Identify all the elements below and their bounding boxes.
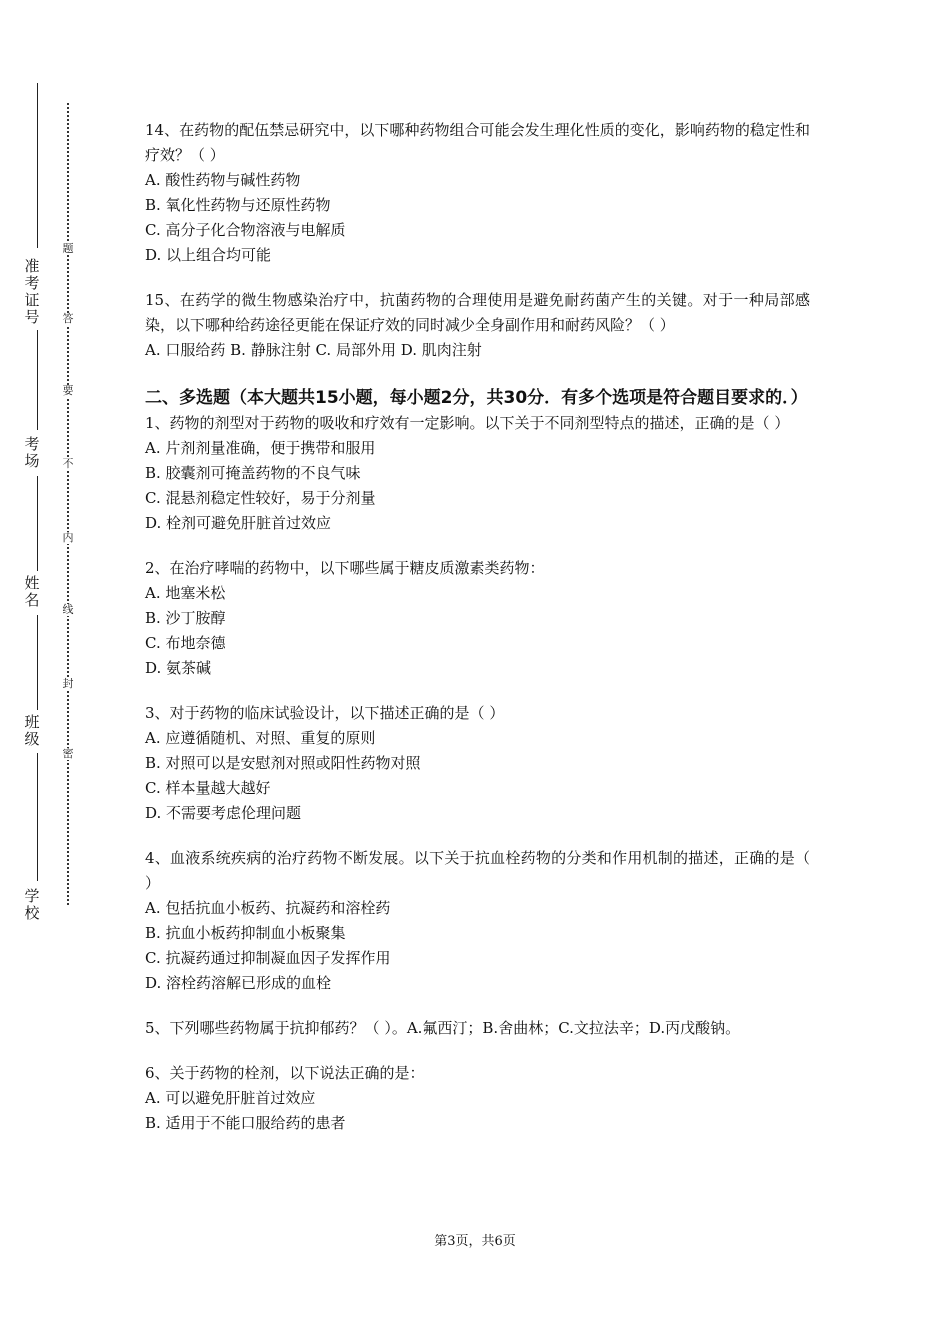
binding-margin [0, 0, 130, 1344]
option-c: C. 样本量越大越好 [145, 779, 271, 797]
field-line [37, 615, 38, 710]
option-a: A. 应遵循随机、对照、重复的原则 [145, 729, 376, 747]
option-b: B. 对照可以是安慰剂对照或阳性药物对照 [145, 754, 421, 772]
question-stem: 2、在治疗哮喘的药物中，以下哪些属于糖皮质激素类药物： [145, 559, 545, 577]
field-label-exam-number: 准考证号 [24, 257, 40, 326]
option-a: A. 片剂剂量准确，便于携带和服用 [145, 439, 376, 457]
option-d: D. 不需要考虑伦理问题 [145, 804, 302, 822]
mc-question-3 [145, 701, 810, 826]
field-line [37, 753, 38, 881]
seal-char: 答 [60, 313, 76, 325]
field-label-name: 姓名 [24, 574, 40, 609]
seal-dotted-line [67, 103, 69, 905]
question-stem: 3、对于药物的临床试验设计，以下描述正确的是（ ） [145, 704, 505, 722]
question-stem: 4、血液系统疾病的治疗药物不断发展。以下关于抗血栓药物的分类和作用机制的描述，正确的是（ ） [145, 849, 810, 892]
seal-char: 不 [60, 458, 76, 470]
option-b: B. 氧化性药物与还原性药物 [145, 196, 331, 214]
field-label-class: 班级 [24, 713, 40, 748]
seal-char: 线 [60, 604, 76, 616]
question-stem: 5、下列哪些药物属于抗抑郁药？（ ）。A.氟西汀；B.舍曲林；C.文拉法辛；D.丙戊酸钠。 [145, 1019, 741, 1037]
page-number: 第3页，共6页 [434, 1234, 516, 1249]
question-stem: 14、在药物的配伍禁忌研究中，以下哪种药物组合可能会发生理化性质的变化，影响药物的稳定性和疗效？（ ） [145, 121, 810, 164]
option-d: D. 溶栓药溶解已形成的血栓 [145, 974, 332, 992]
seal-char: 密 [60, 748, 76, 760]
option-b: B. 抗血小板药抑制血小板聚集 [145, 924, 346, 942]
mc-question-4 [145, 846, 810, 996]
question-14 [145, 118, 810, 268]
exam-content [145, 118, 810, 1156]
question-stem: 1、药物的剂型对于药物的吸收和疗效有一定影响。以下关于不同剂型特点的描述，正确的是（ ） [145, 414, 790, 432]
mc-question-2 [145, 556, 810, 681]
option-c: C. 高分子化合物溶液与电解质 [145, 221, 346, 239]
option-a: A. 地塞米松 [145, 584, 226, 602]
option-b: B. 适用于不能口服给药的患者 [145, 1114, 346, 1132]
option-d: D. 以上组合均可能 [145, 246, 272, 264]
option-a: A. 酸性药物与碱性药物 [145, 171, 301, 189]
field-label-exam-room: 考场 [24, 435, 40, 470]
field-line [37, 83, 38, 248]
option-c: C. 抗凝药通过抑制凝血因子发挥作用 [145, 949, 391, 967]
seal-char: 内 [60, 532, 76, 544]
seal-char: 题 [60, 243, 76, 255]
option-b: B. 沙丁胺醇 [145, 609, 226, 627]
option-c: C. 布地奈德 [145, 634, 226, 652]
seal-char: 要 [60, 385, 76, 397]
section-title-multiple-choice: 二、多选题（本大题共15小题，每小题2分，共30分．有多个选项是符合题目要求的．） [145, 388, 808, 408]
option-a: A. 可以避免肝脏首过效应 [145, 1089, 316, 1107]
seal-char: 封 [60, 678, 76, 690]
field-line [37, 476, 38, 571]
question-15 [145, 288, 810, 363]
option-d: D. 氨茶碱 [145, 659, 212, 677]
field-label-school: 学校 [24, 887, 40, 922]
mc-question-6 [145, 1061, 810, 1136]
option-b: B. 胶囊剂可掩盖药物的不良气味 [145, 464, 361, 482]
option-d: D. 栓剂可避免肝脏首过效应 [145, 514, 332, 532]
question-stem: 15、在药学的微生物感染治疗中，抗菌药物的合理使用是避免耐药菌产生的关键。对于一种局部感染，以下哪种给药途径更能在保证疗效的同时减少全身副作用和耐药风险？（ ） [145, 291, 810, 334]
mc-question-5 [145, 1016, 810, 1041]
option-a: A. 包括抗血小板药、抗凝药和溶栓药 [145, 899, 391, 917]
question-stem: 6、关于药物的栓剂，以下说法正确的是： [145, 1064, 425, 1082]
options-inline: A. 口服给药 B. 静脉注射 C. 局部外用 D. 肌肉注射 [145, 341, 482, 359]
field-line [37, 330, 38, 430]
option-c: C. 混悬剂稳定性较好，易于分剂量 [145, 489, 376, 507]
mc-question-1 [145, 411, 810, 536]
